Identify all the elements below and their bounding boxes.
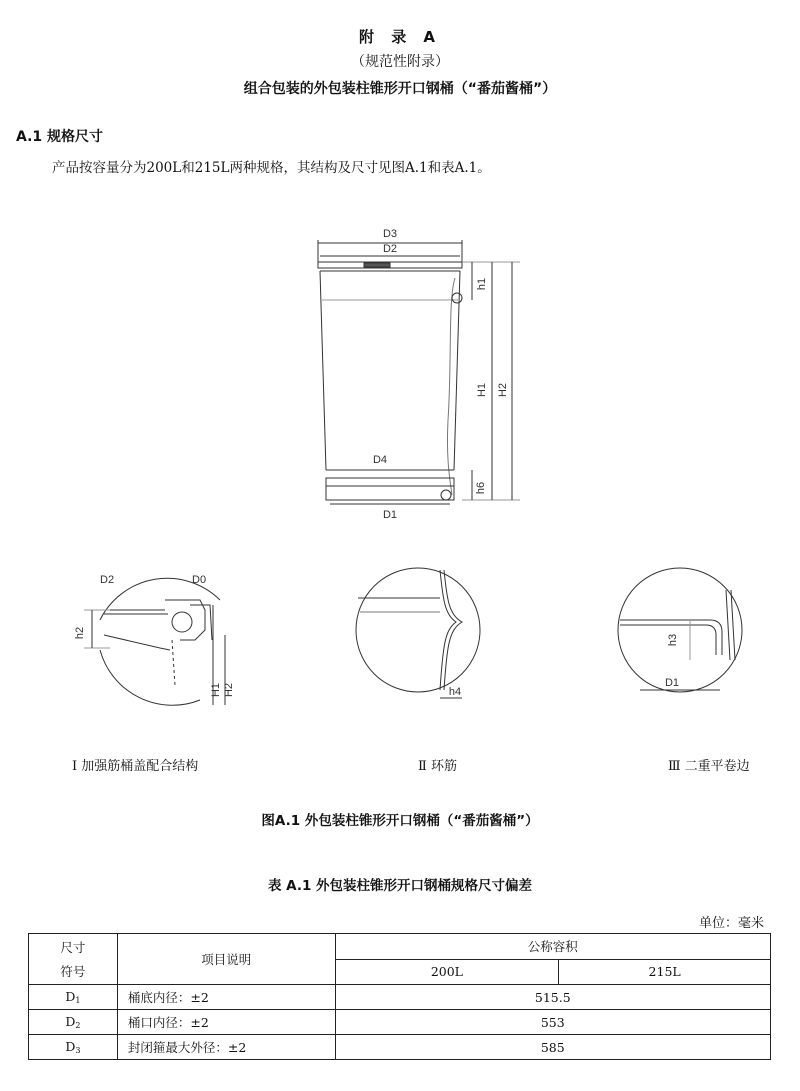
- label-d3: D3: [382, 228, 398, 240]
- row-value: 553: [335, 1010, 770, 1035]
- row-value: 585: [335, 1035, 770, 1060]
- table-caption: 表 A.1 外包装柱锥形开口钢桶规格尺寸偏差: [267, 878, 533, 894]
- row-desc: 桶底内径：±2: [117, 985, 335, 1010]
- label-d4: D4: [372, 454, 388, 466]
- detail-marker-3: [441, 490, 451, 500]
- label-detail1-d2: D2: [100, 574, 115, 586]
- header-symbol-line1: 尺寸: [60, 940, 86, 955]
- row-desc: 桶口内径：±2: [117, 1010, 335, 1035]
- label-h6: h6: [475, 481, 487, 495]
- table-row: [29, 1010, 771, 1035]
- table-row: [29, 1035, 771, 1060]
- section-text: 产品按容量分为200L和215L两种规格，其结构及尺寸见图A.1和表A.1。: [52, 160, 491, 176]
- closure-ring-lever: [364, 263, 390, 267]
- header-symbol-line2: 符号: [60, 964, 86, 979]
- row-symbol: $D_2$: [29, 1010, 118, 1035]
- detail-1: [84, 578, 225, 705]
- table-row: [29, 985, 771, 1010]
- header-symbol: [29, 934, 118, 985]
- subcaption-3: Ⅲ 二重平卷边: [668, 759, 750, 774]
- normative-label: （规范性附录）: [351, 54, 449, 70]
- label-detail1-H2: H2: [223, 682, 235, 698]
- row-value: 515.5: [335, 985, 770, 1010]
- row-symbol: $D_1$: [29, 985, 118, 1010]
- header-200l: 200L: [335, 959, 559, 985]
- drum-bottom-band: [326, 478, 454, 500]
- appendix-label: 附 录 A: [358, 28, 442, 46]
- section-heading: A.1 规格尺寸: [16, 129, 104, 145]
- row-symbol: $D_3$: [29, 1035, 118, 1060]
- figure-caption: 图A.1 外包装柱锥形开口钢桶（“番茄酱桶”）: [261, 813, 539, 829]
- appendix-title: 组合包装的外包装柱锥形开口钢桶（“番茄酱桶”）: [243, 81, 557, 97]
- header-item: 项目说明: [117, 934, 335, 985]
- label-H2: H2: [497, 382, 509, 398]
- spec-table: [28, 933, 771, 1060]
- label-detail1-H1: H1: [210, 682, 222, 698]
- row-desc: 封闭箍最大外径：±2: [117, 1035, 335, 1060]
- drum-right-wall: [454, 271, 460, 470]
- label-detail1-h2: h2: [74, 626, 86, 640]
- subcaption-2: Ⅱ 环筋: [418, 759, 457, 774]
- subcaption-1: Ⅰ 加强筋桶盖配合结构: [72, 759, 199, 774]
- label-detail3-h3: h3: [667, 633, 679, 647]
- label-d1: D1: [382, 509, 398, 521]
- label-h1-small: h1: [476, 277, 488, 291]
- drum-left-wall: [320, 271, 326, 470]
- label-detail2-h4: h4: [448, 686, 462, 698]
- label-detail1-d0: D0: [192, 574, 207, 586]
- detail-3: [618, 568, 742, 692]
- detail-2: [356, 568, 480, 698]
- unit-label: 单位：毫米: [698, 916, 764, 931]
- detail-marker-2: [452, 293, 462, 303]
- label-H1: H1: [476, 382, 488, 398]
- label-detail3-d1: D1: [664, 677, 680, 689]
- header-215l: 215L: [559, 959, 771, 985]
- header-capacity: 公称容积: [335, 934, 770, 960]
- label-d2: D2: [382, 243, 398, 255]
